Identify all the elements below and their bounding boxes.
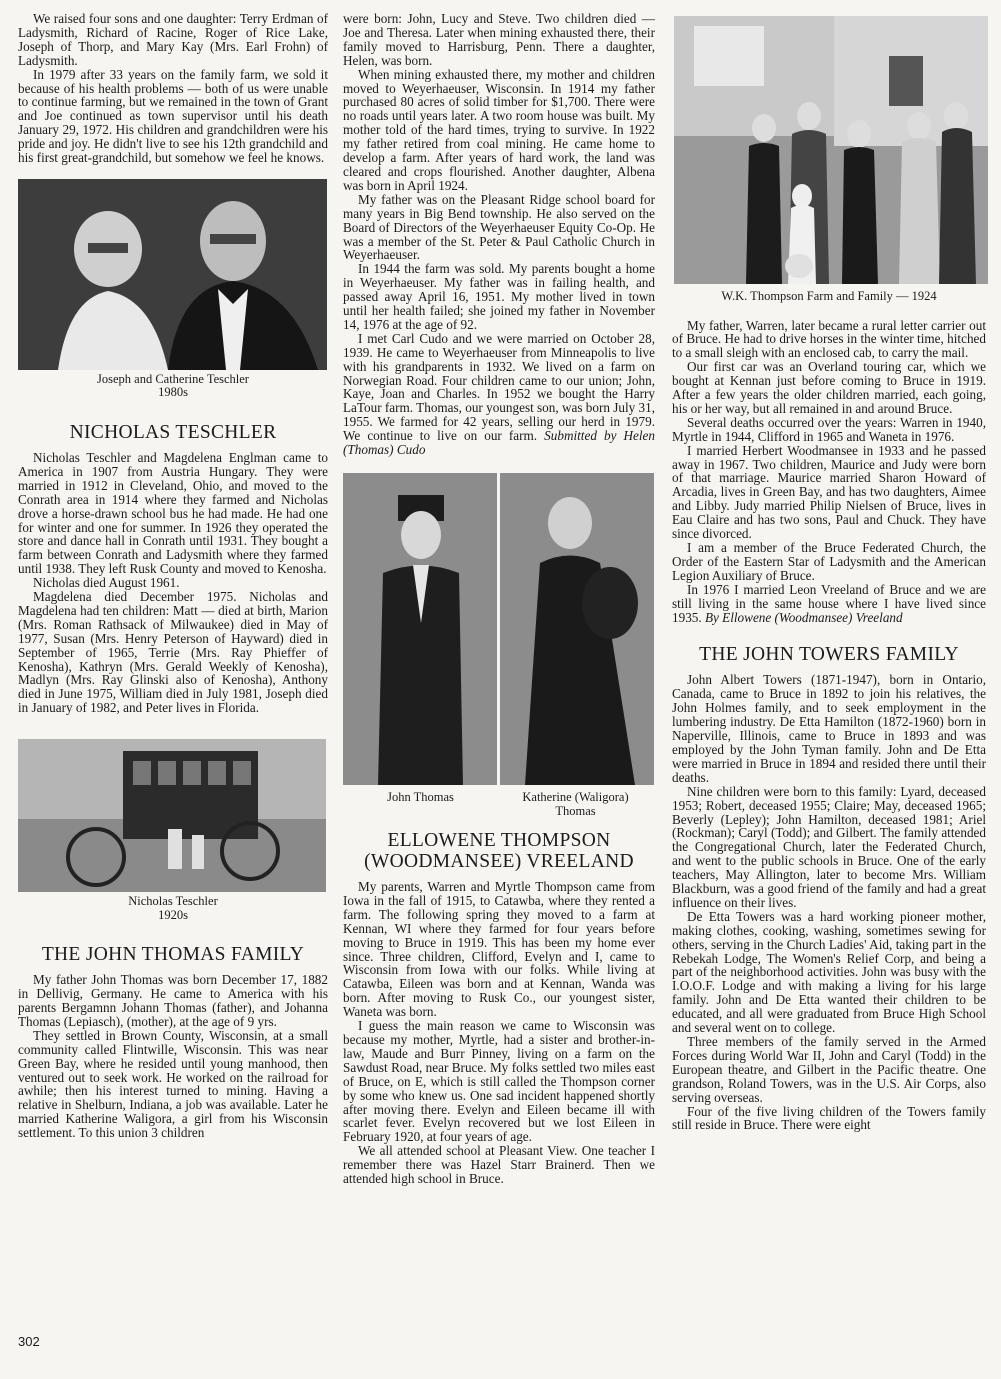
photo-caption [18,895,328,922]
caption-line: Joseph and Catherine Teschler [97,371,249,386]
paragraph: In 1944 the farm was sold. My parents bought a home in Weyerhaeuser. My father was in failing health, and passed away April 16, 1951. My mother lived in town until her health failed; she joined my father in November 14, 1976 at the age of 92. [343,261,655,332]
thomas-text [18,973,328,1140]
signature: By Ellowene (Woodmansee) Vreeland [704,609,903,625]
paragraph [672,583,986,625]
paragraph [343,332,655,457]
paragraph: Several deaths occurred over the years: Warren in 1940, Myrtle in 1944, Clifford in 1965 and Waneta in 1976. [672,414,986,444]
paragraph: We raised four sons and one daughter: Terry Erdman of Ladysmith, Richard of Racine, Roger of Rice Lake, Joseph of Thorp, and Mary Kay (Mrs. Earl Frohn) of Ladysmith. [18,11,328,68]
paragraph: I guess the main reason we came to Wisconsin was because my mother, Myrtle, had a sister and brother-in-law, Maude and Burr Pinney, living on a farm on the Sawdust Road, near Bruce. My folks settled two miles east of Bruce, on E, which is still called the Thompson corner by some who knew us. One sad incident happened shortly after moving there. Evelyn and Eileen became ill with scarlet fever. Evelyn recovered but we lost Eileen in February 1920, at four years of age. [343,1018,655,1145]
paragraph: My father was on the Pleasant Ridge school board for many years in Big Bend township. He also served on the Board of Directors of the Weyerhaeuser Equity Co-Op. He was a member of the St. Peter & Paul Catholic Church in Weyerhaeuser. [343,191,655,263]
towers-text [672,673,986,1132]
paragraph: Four of the five living children of the Towers family still reside in Bruce. There were eight [672,1103,986,1133]
paragraph: My father John Thomas was born December 17, 1882 in Dellivig, Germany. He came to America with his parents Bergamnn Johann Thomas (father), and Johanna Thomas (Lepiasch), (mother), at the age of 9 yrs. [18,972,328,1029]
heading-john-towers-family: THE JOHN TOWERS FAMILY [699,644,959,666]
column-right [672,16,986,1132]
vreeland-cont-text [672,319,986,625]
photo-caption: John Thomas [387,790,454,804]
heading-line: (WOODMANSEE) VREELAND [364,851,634,872]
paragraph: Our first car was an Overland touring car, which we bought at Kennan just before coming to Bruce in 1919. After a few years the older children married, each going, his or her way, but all remained in and around Bruce. [672,359,986,416]
paragraph: Magdelena died December 1975. Nicholas and Magdelena had ten children: Matt — died at birth, Marion (Mrs. Roman Rathsack of Milwaukee) died in May of 1977, Susan (Mrs. Henry Peterson of Hayward) died in September of 1965, Terrie (Mrs. Ray Phieffer of Kenosha), Kathryn (Mrs. Gerald Weekly of Kenosha), Madlyn (Mrs. Ray Glinski also of Kenosha), Anthony died in June 1975, William died in July 1981, Joseph died in January of 1982, and Peter lives in Florida. [18,589,328,716]
photo-pair-captions [343,785,655,818]
photo-joseph-catherine-teschler [18,179,327,370]
paragraph: I am a member of the Bruce Federated Church, the Order of the Eastern Star of Ladysmith and the American Legion Auxiliary of Bruce. [672,540,986,583]
photo-caption [498,791,653,818]
heading-ellowene-vreeland [343,830,655,872]
vreeland-text [343,880,655,1186]
caption-line: 1980s [158,385,188,400]
paragraph: Three members of the family served in the Armed Forces during World War II, John and Caryl (Todd) in the European theatre, and Gilbert in the Pacific theatre. One grandson, Roland Towers, was in the U.S. Air Corps, also serving overseas. [672,1034,986,1105]
signature: Submitted by Helen (Thomas) Cudo [343,428,655,458]
photo-caption [18,373,328,400]
column-middle [343,12,655,1186]
photo-caption: W.K. Thompson Farm and Family — 1924 [721,289,937,303]
paragraph: We all attended school at Pleasant View. One teacher I remember there was Hazel Starr Brainerd. Then we attended high school in Bruce. [343,1143,655,1187]
paragraph: John Albert Towers (1871-1947), born in Ontario, Canada, came to Bruce in 1892 to join his relatives, the John Holmes family, and to seek employment in the lumbering industry. De Etta Hamilton (1872-1960) born in Naperville, Illinois, came to Bruce in 1893 and was employed by the John Tyman family. John and De Etta were married in Bruce in 1894 and resided there until their deaths. [672,672,986,785]
paragraph: In 1979 after 33 years on the family farm, we sold it because of his health problems — both of us were unable to continue farming, but we remained in the town of Grant and Joe continued as town supervisor until his death January 29, 1972. His children and grandchildren were his pride and joy. He didn't live to see his 12th grandchild and his first great-grandchild, but somehow we feel he knows. [18,66,328,166]
photo-nicholas-teschler-bus [18,739,326,892]
column-left [18,12,328,1140]
caption-line: Thomas [555,803,596,818]
paragraph: When mining exhausted there, my mother and children moved to Weyerhaeuser, Wisconsin. In 1914 my father purchased 80 acres of solid timber for $1,700. There were no roads until years later. A two room house was built. My mother told of the hard times, trying to survive. In 1922 my father retired from coal mining. He came home to develop a farm. After years of hard work, the land was cleared and crops flourished. Another daughter, Albena was born in April 1924. [343,66,655,193]
intro-text [18,12,328,165]
paragraph: They settled in Brown County, Wisconsin, at a small community called Flintwille, Wisconsin. This was near Green Bay, where he resided until young manhood, then ventured out to seek work. He worked on the railroad for awhile; then his interest turned to mining. Having a relative in Shelburn, Indiana, a job was available. Later he married Katherine Waligora, a girl from his Wisconsin settlement. To this union 3 children [18,1027,328,1141]
heading-nicholas-teschler: NICHOLAS TESCHLER [69,421,277,443]
photo-katherine-waligora-thomas [500,473,654,785]
caption-line: 1920s [158,907,188,922]
photo-thompson-farm-family [674,16,988,284]
paragraph: I married Herbert Woodmansee in 1933 and he passed away in 1967. Two children, Maurice and Judy were born of that marriage. Maurice married Sharon Howard of Arcadia, lives in Green Bay, and has two daughters, Aimee and Libby. Judy married Philip Nielsen of Bruce, lives in Eau Claire and has two sons, Paul and Chuck. They have since divorced. [672,442,986,542]
photo-pair [343,473,655,785]
thomas-cont-text [343,12,655,457]
paragraph: De Etta Towers was a hard working pioneer mother, making clothes, cooking, washing, sometimes sewing for others, serving in the Church Ladies' Aid, taking part in the Rebekah Lodge, The Women's Relief Corp, and being a part of the neighborhood activities. John was busy with the I.O.O.F. Lodge and with making a living for his large family. John and De Etta wanted their children to be educated, and all were graduated from Bruce High School and several went on to college. [672,908,986,1036]
paragraph-text: I met Carl Cudo and we were married on October 28, 1939. He came to Weyerhaeuser from Minneapolis to live with his grandparents in 1932. We lived on a farm on Norwegian Road. Four children came to our union; John, Kaye, Joan and Charles. In 1952 we bought the Harry LaTour farm. Thomas, our youngest son, was born July 31, 1955. We farmed for 42 years, selling our herd in 1979. We continue to live on our farm. [343,330,655,444]
page-number: 302 [18,1334,40,1349]
photo-john-thomas [343,473,497,785]
paragraph: Nicholas Teschler and Magdelena Englman came to America in 1907 from Austria Hungary. They were married in 1912 in Cleveland, Ohio, and moved to the Conrath area in 1914 where they farmed and Nicholas drove a horse-drawn school bus he had made. He had one for winter and one for summer. In 1926 they operated the store and dance hall in Conrath until 1931. They bought a farm between Conrath and Ladysmith where they farmed until 1938. They left Rusk County and moved to Kenosha. [18,449,328,577]
paragraph: My father, Warren, later became a rural letter carrier out of Bruce. He had to drive horses in the winter time, hitched to a small sleigh with an enclosed cab, to carry the mail. [672,317,986,361]
heading-john-thomas-family: THE JOHN THOMAS FAMILY [41,944,305,966]
caption-line: Nicholas Teschler [128,894,218,909]
paragraph: were born: John, Lucy and Steve. Two children died — Joe and Theresa. Later when mining exhausted there, their family moved to Harrisburg, Penn. There a daughter, Helen, was born. [343,11,655,68]
paragraph: Nine children were born to this family: Lyard, deceased 1953; Robert, deceased 1955; Claire; May, deceased 1965; Beverly (Lepley); John Hamilton, deceased 1981; Ariel (Rockman); Caryl (Todd); and Gilbert. The family attended the Congregational Church, later the Federated Church, and went to the public schools in Bruce. One of the early teachers, May Allington, later to become Mrs. William Blackburn, was a good friend of the family and had a great influence on their lives. [672,783,986,910]
paragraph-text: In 1976 I married Leon Vreeland of Bruce and we are still living in the same house where I have lived since 1935. [672,581,986,625]
caption-line: Katherine (Waligora) [522,790,629,804]
paragraph: Nicholas died August 1961. [33,575,180,591]
teschler-text [18,451,328,715]
paragraph: My parents, Warren and Myrtle Thompson came from Iowa in the fall of 1915, to Catawba, where they rented a farm. The following spring they moved to a farm at Kennan, WI where they farmed for four years before moving to Bruce in 1919. This has been my home ever since. Three children, Clifford, Evelyn and I, came to Wisconsin from Iowa with our folks. While living at Catawba, Eileen was born and at Kennan, Wanda was born. After moving to Rusk Co., our youngest sister, Waneta was born. [343,879,655,1020]
heading-line: ELLOWENE THOMPSON [387,830,611,851]
